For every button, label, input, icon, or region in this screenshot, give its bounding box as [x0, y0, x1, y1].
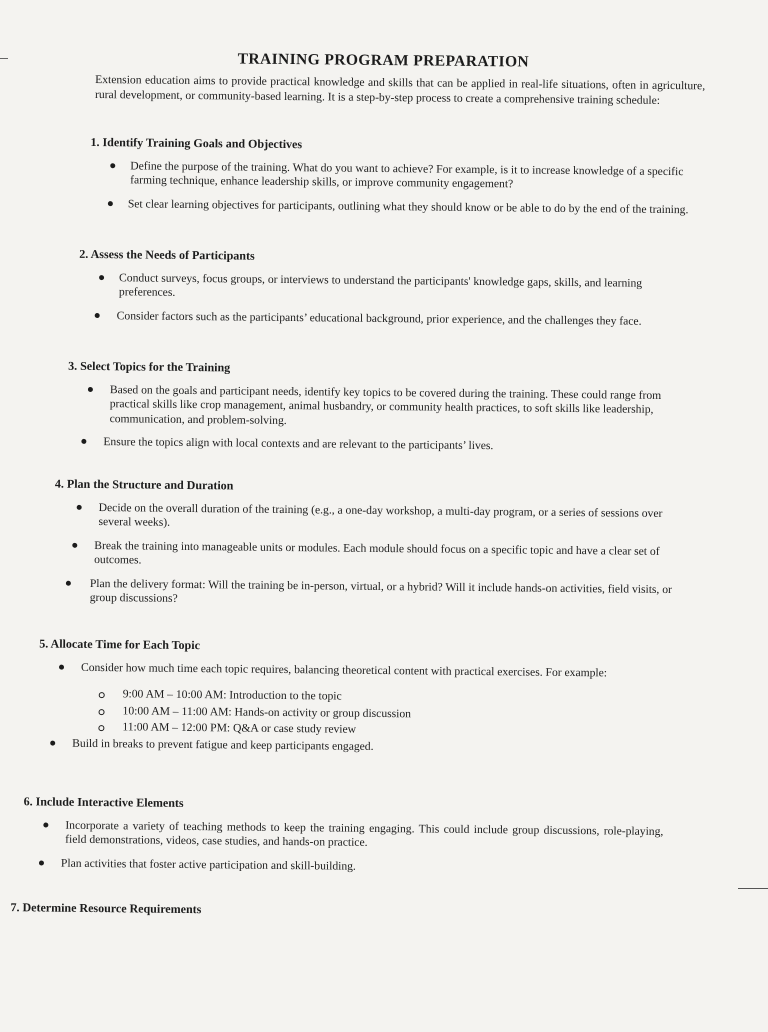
bullet-icon	[108, 201, 113, 206]
bullet-icon	[39, 860, 44, 865]
section-1	[90, 135, 703, 226]
list-item	[68, 382, 688, 432]
list-item	[23, 856, 663, 877]
list-item	[54, 576, 682, 612]
section-heading: 6. Include Interactive Elements	[23, 794, 184, 810]
schedule-text: 11:00 AM – 12:00 PM: Q&A or case study review	[122, 720, 357, 736]
bullet-text: Set clear learning objectives for participants, outlining what they should know or be able to do by the end of the training.	[127, 196, 689, 216]
bullet-text: Plan the delivery format: Will the training be in-person, virtual, or a hybrid? Will it include hands-on activities, field visits, or group discussions?	[89, 576, 672, 605]
list-item	[54, 538, 682, 574]
schedule-text: 9:00 AM – 10:00 AM: Introduction to the topic	[122, 687, 342, 703]
section-heading: 1. Identify Training Goals and Objectives	[90, 134, 303, 152]
bullet-text: Break the training into manageable units or modules. Each module should focus on a specific topic and have a clear set of outcomes.	[94, 538, 660, 567]
bullet-text: Based on the goals and participant needs, identify key topics to be covered during the training. These could range from practical skills like crop management, animal husbandry, or community health practices, to soft skills like leadership, communication, and problem-solving.	[109, 382, 662, 427]
schedule-list	[38, 686, 678, 740]
section-heading: 5. Allocate Time for Each Topic	[39, 636, 201, 653]
bullet-icon	[43, 822, 48, 827]
bullet-text: Conduct surveys, focus groups, or interviews to understand the participants' knowledge gaps, skills, and learning preferences.	[118, 270, 643, 299]
section-3	[67, 359, 688, 465]
bullet-text: Incorporate a variety of teaching methods to keep the training engaging. This could include group discussions, role-playing, field demonstrations, videos, case studies, and hands-on practice.	[65, 818, 664, 849]
intro-paragraph: Extension education aims to provide practical knowledge and skills that can be applied in real-life situations, often in agriculture, rural development, or community-based learning. It is a step-by-step process to create a comprehensive training schedule:	[94, 73, 706, 107]
bullet-text: Build in breaks to prevent fatigue and keep participants engaged.	[72, 736, 374, 753]
circle-bullet-icon	[99, 692, 105, 698]
list-item	[67, 435, 687, 456]
section-7	[10, 900, 650, 930]
list-item	[39, 660, 679, 681]
bullet-icon	[66, 580, 71, 585]
bullet-text: Ensure the topics align with local contexts and are relevant to the participants’ lives.	[103, 435, 494, 453]
bullet-icon	[77, 504, 82, 509]
list-item	[54, 500, 682, 536]
bullet-icon	[110, 163, 115, 168]
section-2	[79, 247, 694, 338]
bullet-text: Plan activities that foster active participation and skill-building.	[60, 856, 356, 873]
bullet-text: Decide on the overall duration of the training (e.g., a one-day workshop, a multi-day program, or a series of sessions over several weeks).	[98, 500, 663, 529]
bullet-text: Consider factors such as the participants’ educational background, prior experience, and the challenges they face.	[116, 308, 642, 328]
section-4	[54, 477, 683, 621]
list-item	[23, 818, 663, 854]
list-item	[79, 308, 693, 329]
circle-bullet-icon	[99, 709, 105, 715]
bullet-icon	[99, 275, 104, 280]
document-title: TRAINING PROGRAM PREPARATION	[237, 50, 530, 71]
bullet-icon	[95, 313, 100, 318]
list-item	[79, 270, 693, 305]
bullet-icon	[72, 542, 77, 547]
section-heading: 4. Plan the Structure and Duration	[54, 476, 234, 493]
bullet-text: Define the purpose of the training. What do you want to achieve? For example, is it to increase knowledge of a specific farming technique, enhance leadership skills, or improve community engagement?	[130, 158, 684, 191]
schedule-text: 10:00 AM – 11:00 AM: Hands-on activity or group discussion	[122, 703, 412, 720]
section-heading: 7. Determine Resource Requirements	[10, 900, 202, 917]
bullet-text: Consider how much time each topic requires, balancing theoretical content with practical exercises. For example:	[80, 660, 608, 679]
bullet-icon	[81, 439, 86, 444]
list-item	[90, 196, 702, 217]
section-heading: 2. Assess the Needs of Participants	[79, 246, 255, 263]
section-5	[38, 636, 679, 766]
circle-bullet-icon	[98, 725, 104, 731]
section-6	[23, 794, 664, 886]
list-item	[90, 158, 702, 193]
section-heading: 3. Select Topics for the Training	[68, 358, 231, 375]
bullet-icon	[59, 664, 64, 669]
bullet-icon	[50, 740, 55, 745]
bullet-icon	[88, 386, 93, 391]
